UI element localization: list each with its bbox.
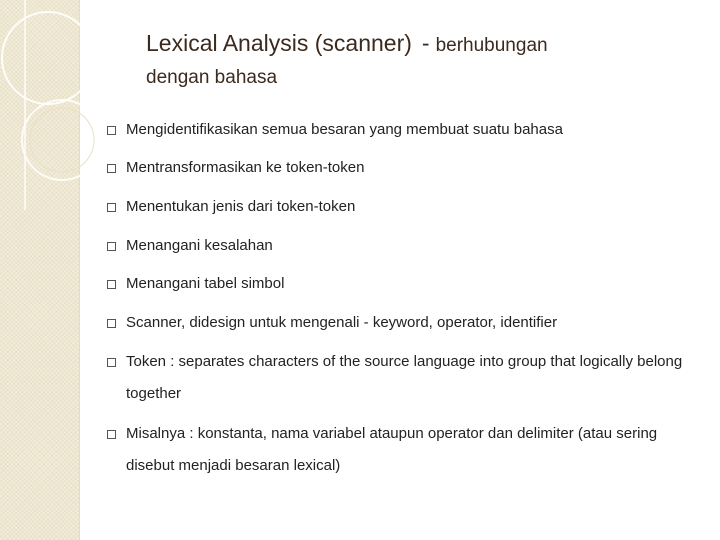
- square-bullet-icon: [107, 164, 116, 173]
- bullet-text: Scanner, didesign untuk mengenali - keyword, operator, identifier: [126, 314, 558, 331]
- bullet-text: Mengidentifikasikan semua besaran yang membuat suatu bahasa: [126, 121, 563, 138]
- bullet-item: [107, 191, 697, 223]
- bullet-text: Mentransformasikan ke token-token: [126, 159, 365, 176]
- square-bullet-icon: [107, 203, 116, 212]
- bullet-item: [107, 114, 697, 146]
- square-bullet-icon: [107, 242, 116, 251]
- title-line2: dengan bahasa: [146, 67, 278, 88]
- square-bullet-icon: [107, 430, 116, 439]
- title-separator: -: [421, 30, 430, 56]
- square-bullet-icon: [107, 358, 116, 367]
- bullet-text: Menangani kesalahan: [126, 237, 273, 254]
- bullet-item: [107, 152, 697, 184]
- bullet-item: [107, 418, 697, 482]
- bullet-text: Token : separates characters of the source language into group that logically belong together: [126, 353, 683, 402]
- title-main: Lexical Analysis (scanner): [146, 30, 412, 56]
- bullet-text: Menangani tabel simbol: [126, 275, 285, 292]
- bullet-text: Menentukan jenis dari token-token: [126, 198, 356, 215]
- square-bullet-icon: [107, 126, 116, 135]
- bullet-item: [107, 230, 697, 262]
- bullet-item: [107, 268, 697, 300]
- bullet-item: [107, 346, 697, 410]
- slide-title: [146, 28, 686, 93]
- square-bullet-icon: [107, 280, 116, 289]
- title-rest: berhubungan: [435, 35, 548, 56]
- bullet-item: [107, 307, 697, 339]
- square-bullet-icon: [107, 319, 116, 328]
- bullet-text: Misalnya : konstanta, nama variabel ataupun operator dan delimiter (atau sering disebut menjadi besaran lexical): [126, 425, 658, 474]
- decorative-side-strip: [0, 0, 80, 540]
